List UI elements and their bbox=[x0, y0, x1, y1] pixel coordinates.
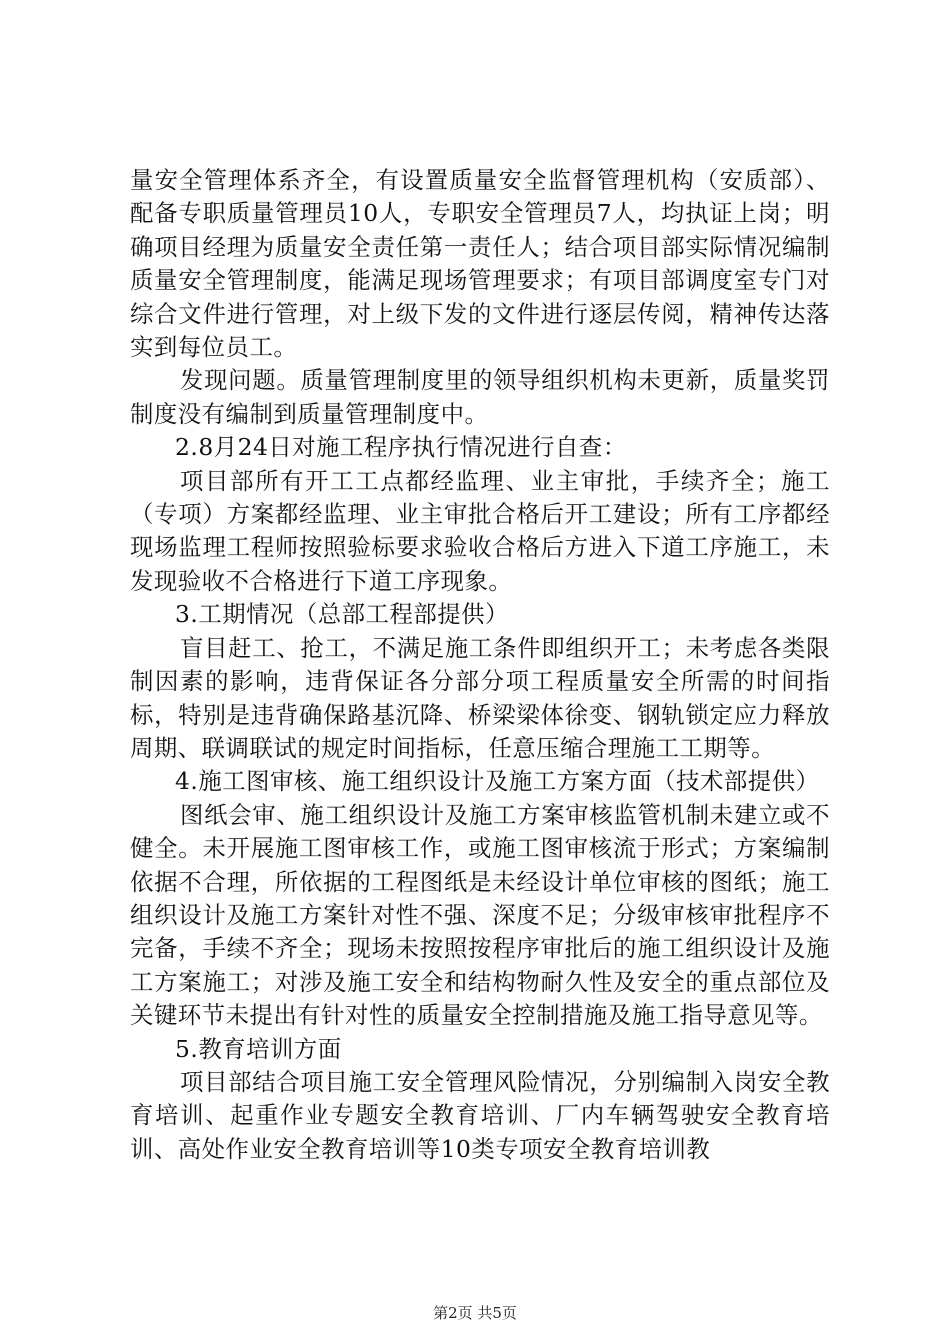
document-body bbox=[130, 164, 830, 1166]
paragraph-issues-found: 发现问题。质量管理制度里的领导组织机构未更新，质量奖罚制度没有编制到质量管理制度中。 bbox=[130, 366, 830, 428]
section-heading-5: 5.教育培训方面 bbox=[175, 1034, 342, 1063]
paragraph-procedure: 项目部所有开工工点都经监理、业主审批，手续齐全；施工（专项）方案都经监理、业主审批合格后开工建设；所有工序都经现场监理工程师按照验标要求验收合格后方进入下道工序施工，未发现验收不合格进行下道工序现象。 bbox=[130, 466, 830, 595]
paragraph-drawing-review: 图纸会审、施工组织设计及施工方案审核监管机制未建立或不健全。未开展施工图审核工作，或施工图审核流于形式；方案编制依据不合理，所依据的工程图纸是未经设计单位审核的图纸；施工组织设计及施工方案针对性不强、深度不足；分级审核审批程序不完备，手续不齐全；现场未按照按程序审批后的施工组织设计及施工方案施工；对涉及施工安全和结构物耐久性及安全的重点部位及关键环节未提出有针对性的质量安全控制措施及施工指导意见等。 bbox=[130, 800, 830, 1030]
section-heading-2: 2.8月24日对施工程序执行情况进行自查： bbox=[175, 433, 627, 462]
page-number-footer: 第2页 共5页 bbox=[433, 1304, 517, 1322]
section-heading-3: 3.工期情况（总部工程部提供） bbox=[175, 600, 509, 629]
paragraph-training: 项目部结合项目施工安全管理风险情况，分别编制入岗安全教育培训、起重作业专题安全教育培训、厂内车辆驾驶安全教育培训、高处作业安全教育培训等10类专项安全教育培训教 bbox=[130, 1067, 830, 1163]
paragraph-continuation: 量安全管理体系齐全，有设置质量安全监督管理机构（安质部）、配备专职质量管理员10人，专职安全管理员7人，均执证上岗；明确项目经理为质量安全责任第一责任人；结合项目部实际情况编制质量安全管理制度，能满足现场管理要求；有项目部调度室专门对综合文件进行管理，对上级下发的文件进行逐层传阅，精神传达落实到每位员工。 bbox=[130, 166, 830, 362]
section-heading-4: 4.施工图审核、施工组织设计及施工方案方面（技术部提供） bbox=[175, 767, 820, 796]
paragraph-schedule: 盲目赶工、抢工，不满足施工条件即组织开工；未考虑各类限制因素的影响，违背保证各分部分项工程质量安全所需的时间指标，特别是违背确保路基沉降、桥梁梁体徐变、钢轨锁定应力释放周期、联调联试的规定时间指标，任意压缩合理施工工期等。 bbox=[130, 633, 830, 762]
